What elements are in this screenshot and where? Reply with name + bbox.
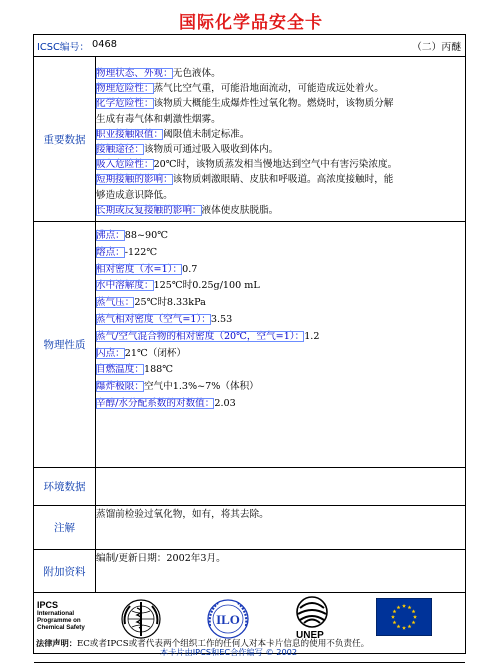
flash-point-value: 21℃（闭杯）: [124, 347, 187, 359]
unep-emblem-icon: [292, 596, 332, 630]
melting-point-key: 熔点：: [96, 246, 125, 258]
exposure-limit-value: 阈限值未制定标准。: [163, 128, 250, 140]
explosive-limits-key: 爆炸极限：: [96, 381, 144, 393]
extra-info-section: [34, 550, 465, 593]
legal-label: 法律声明：: [36, 638, 77, 648]
mixture-density-value: 1.2: [304, 330, 320, 342]
autoignition-key: 自燃温度：: [96, 364, 144, 376]
notes-text: 蒸馏前检验过氧化物，如有，将其去除。: [96, 509, 269, 520]
vapour-pressure-value: 25℃时8.33kPa: [134, 297, 206, 309]
mixture-density-key: 蒸气/空气混合物的相对密度（20℃，空气=1）：: [96, 330, 305, 342]
important-data-label: 重要数据: [34, 57, 96, 221]
environment-content: [95, 468, 465, 505]
appearance-value: 无色液体。: [172, 68, 221, 79]
eu-flag-icon: [376, 598, 432, 636]
header-row: [34, 35, 465, 57]
autoignition-value: 188℃: [143, 364, 174, 376]
logos-credit: 本卡片由IPCS和EC合作编写 © 2002: [160, 647, 298, 657]
icsc-number: 0468: [92, 39, 117, 50]
log-pow-value: 2.03: [214, 397, 236, 409]
legal-notice: [36, 631, 369, 650]
chemical-hazard-key: 化学危险性：: [96, 98, 154, 110]
melting-point-value: -122℃: [124, 246, 158, 258]
important-data-content: [95, 57, 465, 221]
ipcs-logo: [37, 602, 85, 631]
long-term-effects-key: 长期或反复接触的影响：: [96, 204, 202, 216]
physical-hazard-key: 物理危险性：: [96, 83, 154, 95]
physical-properties-content: [95, 222, 465, 467]
chemical-hazard-value-cont: 生成有毒气体和刺激性烟雾。: [96, 113, 221, 125]
relative-density-value: 0.7: [182, 263, 198, 275]
long-term-effects-value: 液体使皮肤脱脂。: [201, 204, 279, 216]
flash-point-key: 闪点：: [96, 347, 125, 359]
extra-info-content: [95, 550, 465, 592]
physical-hazard-value: 蒸气比空气重，可能沿地面流动，可能造成远处着火。: [153, 83, 384, 95]
legal-text: EC或者IPCS或者代表两个组织工作的任何人对本卡片信息的使用不负责任。: [76, 639, 370, 649]
log-pow-key: 辛醇/水分配系数的对数值：: [96, 397, 215, 409]
appearance-key: 物理状态、外观：: [96, 68, 173, 79]
important-data-section: [34, 57, 465, 222]
notes-label: 注解: [34, 506, 96, 549]
extra-info-label: 附加资料: [34, 550, 96, 592]
safety-card: [33, 34, 466, 657]
vapour-density-value: 3.53: [210, 313, 233, 325]
chemical-hazard-value: 该物质大概能生成爆炸性过氧化物。燃烧时，该物质分解: [153, 98, 394, 110]
ipcs-abbr: IPCS: [37, 600, 59, 610]
environment-section: [34, 468, 465, 506]
logos-row: [34, 593, 465, 663]
boiling-point-key: 沸点：: [96, 230, 125, 241]
physical-properties-section: [34, 222, 465, 468]
relative-density-key: 相对密度（水=1）：: [96, 263, 183, 275]
boiling-point-value: 88~90℃: [124, 230, 168, 241]
inhalation-risk-key: 吸入危险性：: [96, 159, 154, 171]
environment-label: 环境数据: [34, 468, 96, 505]
short-term-effects-value-cont: 够造成意识降低。: [96, 189, 173, 201]
short-term-effects-key: 短期接触的影响：: [96, 174, 173, 186]
short-term-effects-value: 该物质刺激眼睛、皮肤和呼吸道。高浓度接触时，能: [172, 174, 394, 186]
inhalation-risk-value: 20℃时，该物质蒸发相当慢地达到空气中有害污染浓度。: [153, 159, 398, 171]
ipcs-line2: Programme on: [37, 617, 81, 624]
vapour-pressure-key: 蒸气压：: [96, 297, 135, 309]
water-solubility-value: 125℃时0.25g/100 mL: [153, 280, 260, 292]
icsc-label: ICSC编号：: [37, 42, 90, 53]
chemical-name: （二）丙醚: [412, 42, 461, 53]
notes-content: [95, 506, 465, 549]
card-title: 国际化学品安全卡: [179, 13, 323, 33]
ipcs-line3: Chemical Safety: [37, 624, 85, 631]
ipcs-line1: International: [37, 610, 75, 617]
vapour-density-key: 蒸气相对密度（空气=1）：: [96, 313, 211, 325]
exposure-route-key: 接触途径：: [96, 144, 144, 156]
physical-properties-label: 物理性质: [34, 222, 96, 467]
extra-info-text: 编制/更新日期：2002年3月。: [96, 553, 226, 564]
svg-text:ILO: ILO: [216, 612, 240, 627]
exposure-limit-key: 职业接触限值：: [96, 128, 164, 140]
notes-section: [34, 506, 465, 550]
unep-label: UNEP: [296, 630, 324, 641]
water-solubility-key: 水中溶解度：: [96, 280, 154, 292]
exposure-route-value: 该物质可通过吸入吸收到体内。: [143, 144, 279, 156]
explosive-limits-value: 空气中1.3%~7%（体积）: [143, 381, 259, 393]
